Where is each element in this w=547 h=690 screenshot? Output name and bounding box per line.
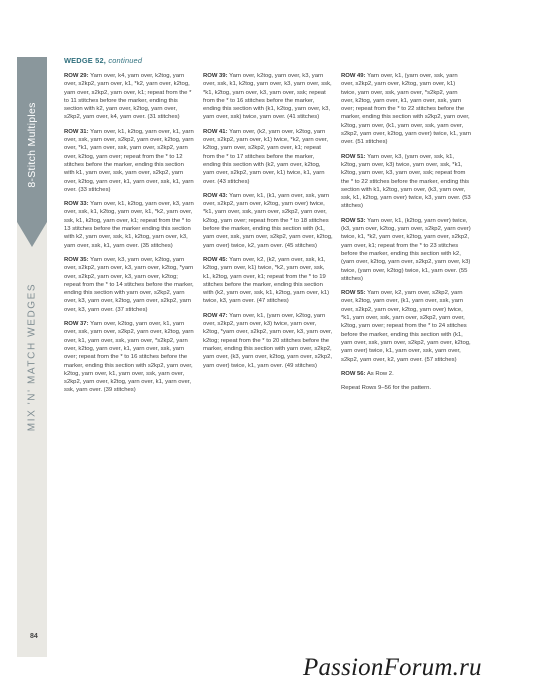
row-instructions: Yarn over, k1, (yarn over, k2tog, yarn over, s2kp2, yarn over, k3) twice, yarn over, k2tog, *yarn over, s2kp2, yarn over, k3, yarn over, k2tog; repeat from the * to 20 stitches before the marker, ending this section with yarn over, s2kp2, yarn over, (k3, yarn over, k2tog, yarn over, s2kp2, yarn over) twice, k1, yarn over. (49 stitches)	[203, 312, 333, 369]
sidebar	[17, 57, 47, 657]
row-label: ROW 45:	[203, 256, 228, 263]
row-instructions: Yarn over, k2tog, yarn over, k3, yarn over, ssk, k1, k2tog, yarn over, k3, yarn over, ssk, *k1, k2tog, yarn over, k3, yarn over, ssk; repeat from the * to 16 stitches before the marker, ending this section with (k1, k2tog, yarn over, k3, yarn over, ssk) twice, yarn over. (41 stitches)	[203, 73, 332, 121]
row-label: ROW 56:	[341, 370, 366, 377]
instruction-paragraph	[64, 320, 194, 395]
row-instructions: Yarn over, k2, yarn over, s2kp2, yarn over, k2tog, yarn over, (k1, yarn over, ssk, yarn over, s2kp2, yarn over, k2tog, yarn over) twice, *k1, yarn over, ssk, yarn over, s2kp2, yarn over, k2tog, yarn over; repeat from the * to 24 stitches before the marker, ending this section with (k1, yarn over, ssk, yarn over, s2kp2, yarn over, k2tog, yarn over) twice, k1, yarn over, ssk, yarn over, s2kp2, yarn over, k2, yarn over. (57 stitches)	[341, 290, 471, 363]
instruction-paragraph	[64, 72, 194, 122]
row-instructions: Yarn over, k1, (k1, yarn over, ssk, yarn over, s2kp2, yarn over, k2tog, yarn over) twice, *k1, yarn over, ssk, yarn over, s2kp2, yarn over, k2tog, yarn over; repeat from the * to 18 stitches before the marker, ending this section with (k1, yarn over, ssk, yarn over, s2kp2, yarn over, k2tog, yarn over) twice, k2, yarn over. (45 stitches)	[203, 192, 333, 249]
sidebar-section-label: MIX 'N' MATCH WEDGES	[26, 282, 38, 432]
watermark: PassionForum.ru	[303, 654, 482, 681]
row-instructions: Yarn over, k1, k2tog, yarn over, k1, yarn over, ssk, yarn over, s2kp2, yarn over, k2tog, yarn over, *k1, yarn over, ssk, yarn over, s2kp2, yarn over, k2tog, yarn over; repeat from the * to 12 stitches before the marker, ending this section with k1, yarn over, ssk, yarn over, s2kp2, yarn over, k2tog, yarn over, k1, yarn over, ssk, k1, yarn over. (33 stitches)	[64, 128, 194, 193]
row-instructions: Yarn over, k1, (yarn over, ssk, yarn over, s2kp2, yarn over, k2tog, yarn over, k1) twice, yarn over, ssk, yarn over, *s2kp2, yarn over, k2tog, yarn over, k1, yarn over, ssk, yarn over; repeat from the * to 22 stitches before the marker, ending this section with s2kp2, yarn over, k2tog, yarn over, (k1, yarn over, ssk, yarn over, s2kp2, yarn over, k2tog, yarn over) twice, k1, yarn over. (51 stitches)	[341, 73, 471, 146]
wedge-title: WEDGE 52,	[64, 56, 107, 65]
row-instructions: Yarn over, k1, k2tog, yarn over, k3, yarn over, ssk, k1, k2tog, yarn over, k1, *k2, yarn over, ssk, k1, k2tog, yarn over, k1; repeat from the * to 13 stitches before the marker ending this section with k2, yarn over, ssk, k1, k2tog, yarn over, k3, yarn over, ssk, k1, yarn over. (35 stitches)	[64, 201, 194, 249]
row-label: ROW 39:	[203, 73, 228, 79]
row-label: ROW 43:	[203, 192, 228, 199]
sidebar-multiples-label: 8-Stitch Multiples	[26, 102, 38, 188]
row-label: ROW 49:	[341, 73, 366, 79]
instruction-paragraph	[341, 370, 471, 378]
instruction-paragraph	[64, 200, 194, 250]
row-label: ROW 53:	[341, 217, 366, 224]
row-instructions: Yarn over, k1, (k2tog, yarn over) twice, (k3, yarn over, k2tog, yarn over, s2kp2, yarn over) twice, k1, *k2, yarn over, k2tog, yarn over, s2kp2, yarn over, k1; repeat from the * to 23 stitches before the marker, ending this section with k2, (yarn over, k2tog, yarn over, s2kp2, yarn over, k3) twice, (yarn over, k2tog) twice, k1, yarn over. (55 stitches)	[341, 217, 471, 282]
row-label: ROW 29:	[64, 73, 89, 79]
row-instructions: As Row 2.	[366, 370, 394, 377]
instruction-paragraph	[341, 153, 471, 211]
instruction-paragraph	[341, 384, 471, 392]
column-1	[64, 72, 194, 401]
row-instructions: Yarn over, k3, (yarn over, ssk, k1, k2tog, yarn over, k3) twice, yarn over, ssk, *k1, k2tog, yarn over, k3, yarn over, ssk; repeat from the * to 22 stitches before the marker, ending this section with k1, k2tog, yarn over, (k3, yarn over, ssk, k1, k2tog, yarn over) twice, k3, yarn over. (53 stitches)	[341, 153, 471, 210]
page-number: 84	[30, 633, 38, 640]
row-label: ROW 33:	[64, 201, 89, 208]
row-label: ROW 35:	[64, 256, 89, 263]
instruction-paragraph	[341, 217, 471, 283]
instruction-paragraph	[64, 256, 194, 314]
instruction-paragraph	[203, 312, 333, 370]
instruction-paragraph	[203, 256, 333, 306]
row-instructions: Yarn over, k2tog, yarn over, k1, yarn over, ssk, yarn over, s2kp2, yarn over, k2tog, yarn over, k1, yarn over, ssk, yarn over, *s2kp2, yarn over, k2tog, yarn over, k1, yarn over, ssk, yarn over; repeat from the * to 16 stitches before the marker, ending this section with s2kp2, yarn over, k2tog, yarn over, k1, yarn over, ssk, yarn over, s2kp2, yarn over, k2tog, yarn over, k1, yarn over, ssk, yarn over. (39 stitches)	[64, 321, 194, 394]
row-label: ROW 55:	[341, 290, 366, 297]
row-label: ROW 47:	[203, 312, 228, 319]
row-label: ROW 31:	[64, 128, 89, 135]
instruction-paragraph	[203, 192, 333, 250]
instruction-paragraph	[341, 72, 471, 147]
row-instructions: Yarn over, (k2, yarn over, k2tog, yarn over, s2kp2, yarn over, k1) twice, *k2, yarn over, k2tog, yarn over, s2kp2, yarn over, k1; repeat from the * to 17 stitches before the marker, ending this section with (k2, yarn over, k2tog, yarn over, s2kp2, yarn over, k1) twice, k1, yarn over. (43 stitches)	[203, 128, 329, 185]
row-instructions: Yarn over, k2, (k2, yarn over, ssk, k1, k2tog, yarn over, k1) twice, *k2, yarn over, ssk, k1, k2tog, yarn over, k1; repeat from the * to 19 stitches before the marker, ending this section with (k2, yarn over, ssk, k1, k2tog, yarn over, k1) twice, k3, yarn over. (47 stitches)	[203, 256, 330, 305]
row-instructions: Yarn over, k4, yarn over, k2tog, yarn over, s2kp2, yarn over, k1, *k2, yarn over, k2tog, yarn over, s2kp2, yarn over, k1; repeat from the * to 11 stitches before the marker, ending this section with k2, yarn over, k2tog, yarn over, s2kp2, yarn over, k4, yarn over. (31 stitches)	[64, 73, 192, 121]
row-label: ROW 37:	[64, 321, 89, 328]
page-title	[64, 56, 142, 65]
continued-label: continued	[108, 56, 143, 65]
instruction-paragraph	[341, 289, 471, 364]
row-label: ROW 41:	[203, 128, 228, 135]
column-3	[341, 72, 471, 398]
instruction-paragraph	[203, 128, 333, 186]
row-instructions: Yarn over, k3, yarn over, k2tog, yarn over, s2kp2, yarn over, k3, yarn over, k2tog, *yarn over, s2kp2, yarn over, k3, yarn over, k2tog; repeat from the * to 14 stitches before the marker, ending this section with yarn over, s2kp2, yarn over, k3, yarn over, k2tog, yarn over, s2kp2, yarn over, k3, yarn over. (37 stitches)	[64, 256, 194, 313]
row-label: ROW 51:	[341, 153, 366, 160]
column-2	[203, 72, 333, 376]
instruction-paragraph	[64, 128, 194, 194]
row-instructions: Repeat Rows 9–56 for the pattern.	[341, 385, 432, 392]
instruction-paragraph	[203, 72, 333, 122]
